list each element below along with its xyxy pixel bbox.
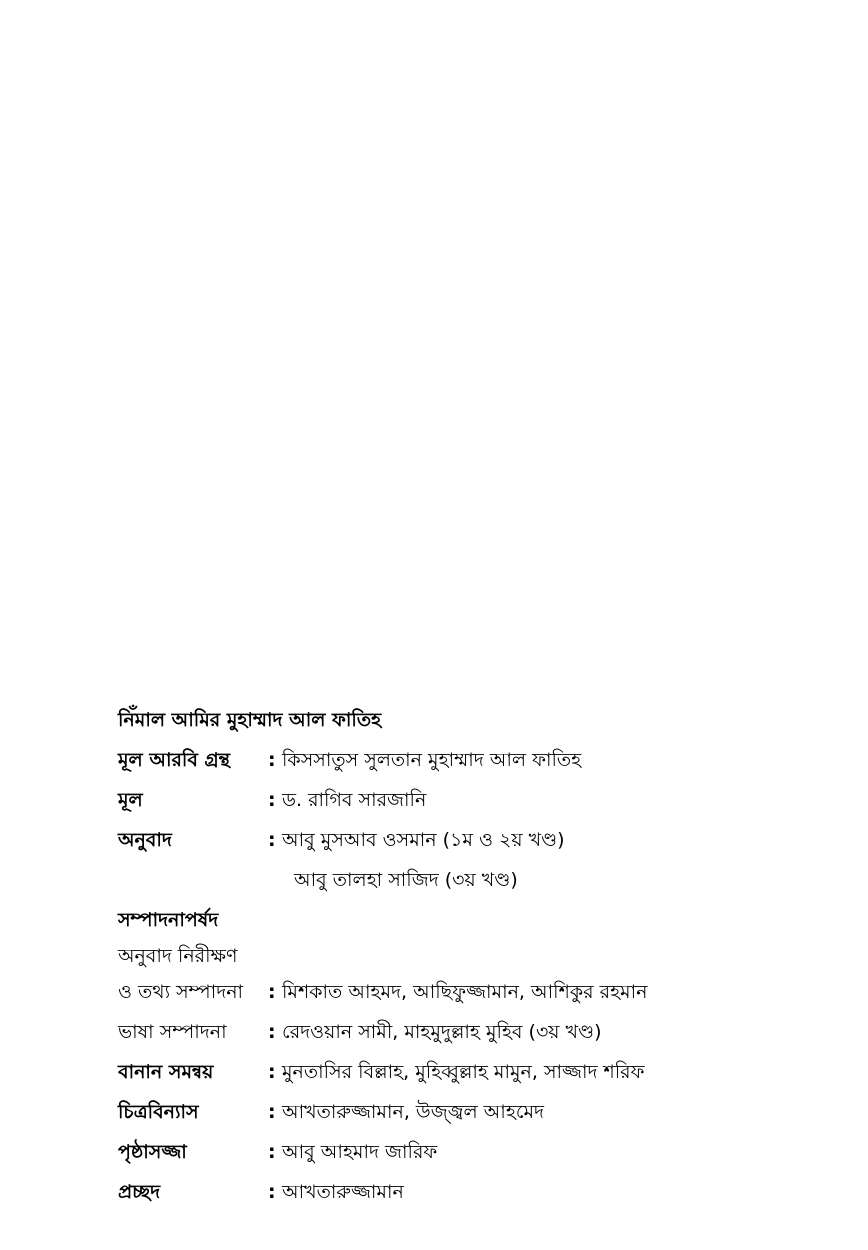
credit-label: মূল xyxy=(118,789,143,811)
credit-label: চিত্রবিন্যাস xyxy=(118,1101,199,1123)
credit-value: আবু মুসআব ওসমান (১ম ও ২য় খণ্ড) xyxy=(282,829,565,851)
credit-row-original-arabic xyxy=(118,740,818,780)
credit-separator: : xyxy=(268,749,276,771)
credit-row-translation-review xyxy=(118,972,818,1012)
credit-label: প্রচ্ছদ xyxy=(118,1181,161,1203)
credit-separator: : xyxy=(268,829,276,851)
credit-value: মুনতাসির বিল্লাহ, মুহিব্বুল্লাহ মামুন, সাজ্জাদ শরিফ xyxy=(282,1061,645,1083)
credit-separator: : xyxy=(268,1101,276,1123)
credit-row-translation xyxy=(118,820,818,860)
credit-label: ও তথ্য সম্পাদনা xyxy=(118,981,244,1003)
credit-label: মূল আরবি গ্রন্থ xyxy=(118,749,231,771)
credit-row-translation-cont xyxy=(118,860,818,900)
credit-value: আখতারুজ্জামান, উজ্জ্বল আহমেদ xyxy=(282,1101,544,1123)
credit-row-language-editing xyxy=(118,1012,818,1052)
credit-label: পৃষ্ঠাসজ্জা xyxy=(118,1141,187,1163)
editorial-board-heading: সম্পাদনাপর্ষদ xyxy=(118,909,219,931)
credit-row-illustration xyxy=(118,1092,818,1132)
credit-separator: : xyxy=(268,789,276,811)
credit-value: আবু তালহা সাজিদ (৩য় খণ্ড) xyxy=(294,869,518,891)
credit-value: মিশকাত আহমদ, আছিফুজ্জামান, আশিকুর রহমান xyxy=(282,981,648,1003)
credit-row-cover xyxy=(118,1172,818,1212)
credit-row-page-design xyxy=(118,1132,818,1172)
credit-row-spelling xyxy=(118,1052,818,1092)
credits-block xyxy=(118,700,818,1212)
credit-label-empty xyxy=(118,860,268,900)
credit-row-author xyxy=(118,780,818,820)
credit-separator: : xyxy=(268,1061,276,1083)
translation-review-label-line1: অনুবাদ নিরীক্ষণ xyxy=(118,945,238,967)
credit-separator: : xyxy=(268,1021,276,1043)
credit-label: ভাষা সম্পাদনা xyxy=(118,1021,227,1043)
credit-label: বানান সমন্বয় xyxy=(118,1061,214,1083)
credit-value: আখতারুজ্জামান xyxy=(282,1181,404,1203)
credit-label: অনুবাদ xyxy=(118,829,172,851)
book-title: নিঁমাল আমির মুহাম্মাদ আল ফাতিহ xyxy=(118,709,382,731)
credit-value: কিসসাতুস সুলতান মুহাম্মাদ আল ফাতিহ xyxy=(282,749,582,771)
credit-separator-empty xyxy=(268,860,282,900)
credit-separator: : xyxy=(268,1141,276,1163)
credit-value: রেদওয়ান সামী, মাহমুদুল্লাহ মুহিব (৩য় খণ্ড) xyxy=(282,1021,602,1043)
credit-value: আবু আহমাদ জারিফ xyxy=(282,1141,438,1163)
credit-separator: : xyxy=(268,1181,276,1203)
credit-separator: : xyxy=(268,981,276,1003)
credit-value: ড. রাগিব সারজানি xyxy=(282,789,427,811)
